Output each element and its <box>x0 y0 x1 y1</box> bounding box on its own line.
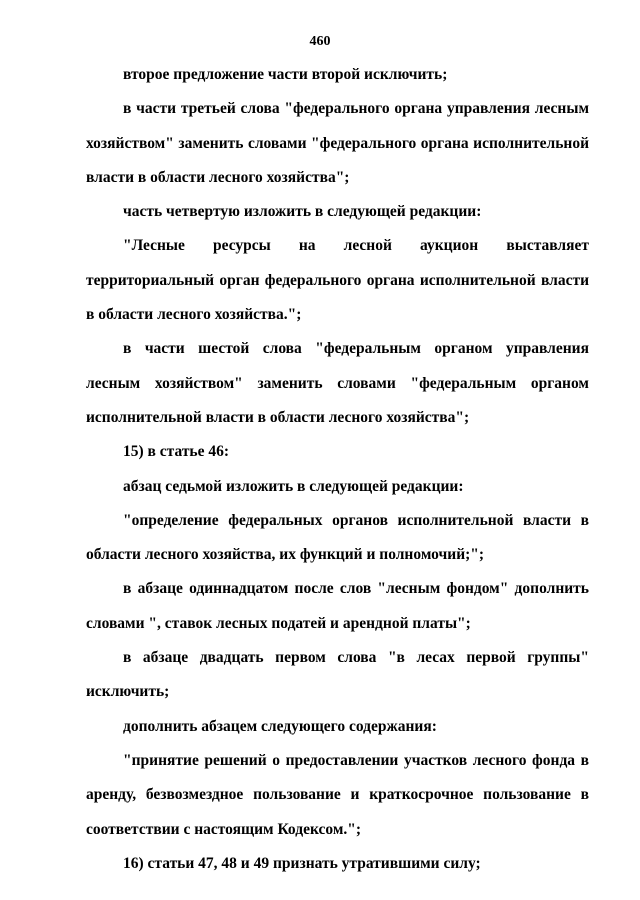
page-number: 460 <box>309 34 331 49</box>
document-body <box>86 58 589 881</box>
paragraph: в абзаце одиннадцатом после слов "лесным фондом" дополнить словами ", ставок лесных податей и арендной платы"; <box>86 580 589 632</box>
paragraph: в части третьей слова "федерального органа управления лесным хозяйством" заменить словами "федерального органа исполнительной власти в области лесного хозяйства"; <box>86 100 589 186</box>
paragraph: в части шестой слова "федеральным органом управления лесным хозяйством" заменить словами "федеральным органом исполнительной власти в области лесного хозяйства"; <box>86 340 589 426</box>
paragraph: 16) статьи 47, 48 и 49 признать утратившими силу; <box>123 854 481 872</box>
paragraph: часть четвертую изложить в следующей редакции: <box>123 203 482 221</box>
paragraph: "Лесные ресурсы на лесной аукцион выставляет территориальный орган федерального органа исполнительной власти в области лесного хозяйства."; <box>86 237 589 324</box>
paragraph: второе предложение части второй исключить; <box>123 66 448 83</box>
paragraph: абзац седьмой изложить в следующей редакции: <box>123 477 464 495</box>
paragraph: "определение федеральных органов исполнительной власти в области лесного хозяйства, их функций и полномочий;"; <box>86 511 589 564</box>
paragraph: дополнить абзацем следующего содержания: <box>123 717 437 735</box>
paragraph: 15) в статье 46: <box>123 443 230 461</box>
paragraph: в абзаце двадцать первом слова "в лесах первой группы" исключить; <box>86 649 589 701</box>
paragraph: "принятие решений о предоставлении участков лесного фонда в аренду, безвозмездное пользование и краткосрочное пользование в соответствии с настоящим Кодексом."; <box>86 751 589 838</box>
